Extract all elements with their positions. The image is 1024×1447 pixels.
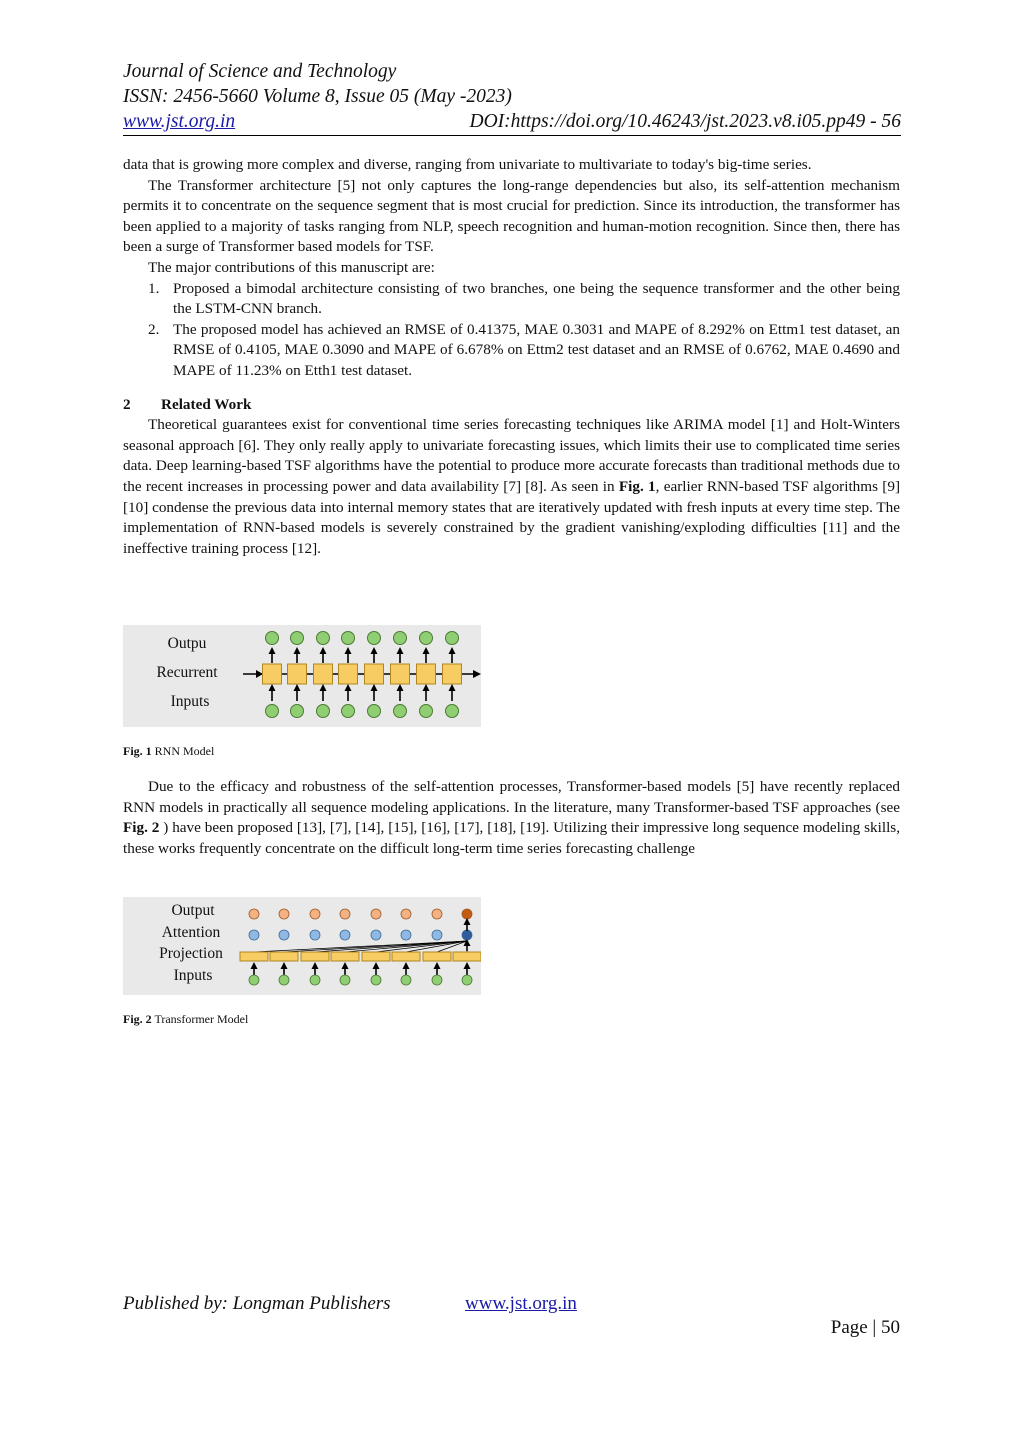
output-arrow-head bbox=[397, 647, 404, 654]
input-node bbox=[310, 975, 320, 985]
projection-cell bbox=[301, 952, 329, 961]
output-node bbox=[401, 909, 411, 919]
input-node bbox=[432, 975, 442, 985]
recurrent-cell bbox=[339, 664, 358, 684]
projection-label: Projection bbox=[159, 945, 223, 962]
recurrent-label: Recurrent bbox=[156, 664, 218, 681]
input-arrow-head bbox=[320, 684, 327, 691]
list-item bbox=[123, 279, 900, 320]
attention-node bbox=[249, 930, 259, 940]
transformer-diagram bbox=[123, 897, 481, 995]
attention-node bbox=[401, 930, 411, 940]
output-arrow-head bbox=[423, 647, 430, 654]
output-node bbox=[462, 909, 472, 919]
footer-site-link[interactable]: www.jst.org.in bbox=[465, 1293, 577, 1314]
input-arrow-head bbox=[251, 962, 258, 969]
output-arrow-head bbox=[464, 918, 471, 925]
transformer-figure bbox=[123, 897, 481, 995]
output-node bbox=[340, 909, 350, 919]
recurrent-cell bbox=[314, 664, 333, 684]
output-label: Outpu bbox=[167, 635, 207, 652]
output-arrow-head bbox=[449, 647, 456, 654]
input-node bbox=[420, 705, 433, 718]
paragraph: The major contributions of this manuscript are: bbox=[148, 258, 435, 276]
input-arrow-head bbox=[434, 962, 441, 969]
projection-cell bbox=[240, 952, 268, 961]
intro-text bbox=[123, 155, 900, 559]
input-node bbox=[266, 705, 279, 718]
input-arrow-head bbox=[403, 962, 410, 969]
input-node bbox=[371, 975, 381, 985]
caption-number: Fig. 2 bbox=[123, 1012, 152, 1026]
caption-text: RNN Model bbox=[151, 744, 215, 758]
output-node bbox=[310, 909, 320, 919]
section-heading bbox=[123, 395, 900, 416]
input-node bbox=[368, 705, 381, 718]
output-arrow-head bbox=[294, 647, 301, 654]
output-label: Output bbox=[171, 902, 215, 919]
attention-node bbox=[310, 930, 320, 940]
attention-node bbox=[279, 930, 289, 940]
input-arrow-head bbox=[371, 684, 378, 691]
text-run: Due to the efficacy and robustness of the self-attention processes, Transformer-based models [5] have recently replaced RNN models in practically all sequence modeling applications. In the literature, many Transformer-based TSF approaches (see bbox=[123, 778, 900, 816]
section-title: Related Work bbox=[161, 395, 252, 413]
figure-caption bbox=[123, 744, 214, 759]
projection-cell bbox=[270, 952, 298, 961]
paragraph bbox=[123, 415, 900, 559]
input-arrow-head bbox=[269, 684, 276, 691]
paragraph: data that is growing more complex and diverse, ranging from univariate to multivariate to today's big-time series. bbox=[123, 156, 812, 173]
recurrent-cell bbox=[391, 664, 410, 684]
attention-arrow-head bbox=[464, 939, 471, 946]
output-node bbox=[446, 632, 459, 645]
text-run: Theoretical guarantees exist for conventional time series forecasting techniques like ARIMA model [1] and Holt-Winters seasonal approach [6]. They only really apply to univariate forecasting issues, which limits their use to complicated time series data. Deep learning-based TSF algorithms have the potential to produce more accurate forecasts than traditional methods due to the recent increases in processing power and data availability [7] [8]. As seen in bbox=[123, 416, 900, 495]
input-arrow-head bbox=[423, 684, 430, 691]
rnn-diagram bbox=[123, 625, 481, 727]
output-node bbox=[420, 632, 433, 645]
attention-node bbox=[340, 930, 350, 940]
recurrent-out-arrow-head bbox=[473, 670, 481, 678]
figure-reference: Fig. 2 bbox=[123, 819, 160, 837]
projection-cell bbox=[423, 952, 451, 961]
output-arrow-head bbox=[345, 647, 352, 654]
input-node bbox=[291, 705, 304, 718]
output-node bbox=[317, 632, 330, 645]
header-links-line bbox=[123, 110, 901, 136]
list-text: The proposed model has achieved an RMSE of 0.41375, MAE 0.3031 and MAPE of 8.292% on Ettm1 test dataset, an RMSE of 0.4105, MAE 0.3090 and MAPE of 6.678% on Ettm2 test dataset and an RMSE of 0.6762, MAE 0.4690 and MAPE of 11.23% on Etth1 test dataset. bbox=[173, 320, 900, 379]
page-number: Page | 50 bbox=[830, 1317, 900, 1338]
input-arrow-head bbox=[373, 962, 380, 969]
attention-node bbox=[432, 930, 442, 940]
input-arrow-head bbox=[294, 684, 301, 691]
recurrent-cell bbox=[417, 664, 436, 684]
paragraph bbox=[123, 777, 900, 859]
input-node bbox=[446, 705, 459, 718]
list-number: 1. bbox=[148, 279, 160, 297]
output-node bbox=[291, 632, 304, 645]
output-node bbox=[368, 632, 381, 645]
output-node bbox=[394, 632, 407, 645]
output-node bbox=[249, 909, 259, 919]
input-arrow-head bbox=[464, 962, 471, 969]
list-text: Proposed a bimodal architecture consisting of two branches, one being the sequence transformer and the other being the LSTM-CNN branch. bbox=[173, 279, 900, 318]
paragraph: The Transformer architecture [5] not only captures the long-range dependencies but also, its self-attention mechanism permits it to concentrate on the sequence segment that is most crucial for prediction. Since its introduction, the transformer has been applied to a majority of tasks ranging from NLP, speech recognition and human-motion recognition. Since then, there has been a surge of Transformer based models for TSF. bbox=[123, 176, 900, 256]
input-node bbox=[279, 975, 289, 985]
output-node bbox=[371, 909, 381, 919]
transformer-text bbox=[123, 777, 900, 859]
list-number: 2. bbox=[148, 320, 160, 338]
output-node bbox=[342, 632, 355, 645]
input-arrow-head bbox=[281, 962, 288, 969]
input-arrow-head bbox=[397, 684, 404, 691]
output-arrow-head bbox=[371, 647, 378, 654]
output-node bbox=[432, 909, 442, 919]
issn-line: ISSN: 2456-5660 Volume 8, Issue 05 (May -2023) bbox=[123, 86, 512, 107]
input-node bbox=[342, 705, 355, 718]
figure-reference: Fig. 1 bbox=[618, 477, 656, 495]
text-run: , earlier RNN-based TSF algorithms [9] [10] condense the previous data into internal memory states that are iteratively updated with fresh inputs at every time step. The implementation of RNN-based models is severely constrained by the gradient vanishing/exploding difficulties [11] and the ineffective training process [12]. bbox=[123, 477, 901, 557]
output-node bbox=[279, 909, 289, 919]
input-node bbox=[462, 975, 472, 985]
recurrent-in-arrow-head bbox=[256, 670, 263, 678]
caption-text: Transformer Model bbox=[151, 1012, 249, 1026]
attention-node bbox=[462, 930, 472, 940]
input-node bbox=[340, 975, 350, 985]
input-node bbox=[249, 975, 259, 985]
caption-number: Fig. 1 bbox=[123, 744, 152, 758]
recurrent-cell bbox=[443, 664, 462, 684]
recurrent-cell bbox=[263, 664, 282, 684]
input-arrow-head bbox=[345, 684, 352, 691]
recurrent-cell bbox=[365, 664, 384, 684]
output-node bbox=[266, 632, 279, 645]
input-arrow-head bbox=[312, 962, 319, 969]
inputs-label: Inputs bbox=[173, 967, 213, 984]
rnn-figure bbox=[123, 625, 481, 727]
doi-text: DOI:https://doi.org/10.46243/jst.2023.v8.i05.pp49 - 56 bbox=[469, 111, 901, 132]
projection-cell bbox=[453, 952, 481, 961]
inputs-label: Inputs bbox=[170, 693, 210, 710]
output-arrow-head bbox=[269, 647, 276, 654]
text-run: ) have been proposed [13], [7], [14], [15], [16], [17], [18], [19]. Utilizing their impressive long sequence modeling skills, these works frequently concentrate on the difficult long-term time series forecasting challenge bbox=[123, 819, 901, 857]
publisher-line: Published by: Longman Publishers bbox=[123, 1293, 391, 1314]
input-arrow-head bbox=[342, 962, 349, 969]
journal-title: Journal of Science and Technology bbox=[123, 61, 397, 82]
figure-caption bbox=[123, 1012, 248, 1027]
journal-site-link[interactable]: www.jst.org.in bbox=[123, 111, 236, 132]
attention-node bbox=[371, 930, 381, 940]
projection-cell bbox=[362, 952, 390, 961]
input-node bbox=[394, 705, 407, 718]
projection-cell bbox=[392, 952, 420, 961]
list-item bbox=[123, 320, 900, 382]
input-node bbox=[317, 705, 330, 718]
output-arrow-head bbox=[320, 647, 327, 654]
attention-label: Attention bbox=[161, 924, 221, 941]
input-arrow-head bbox=[449, 684, 456, 691]
input-node bbox=[401, 975, 411, 985]
recurrent-cell bbox=[288, 664, 307, 684]
section-number: 2 bbox=[123, 395, 131, 413]
projection-cell bbox=[331, 952, 359, 961]
